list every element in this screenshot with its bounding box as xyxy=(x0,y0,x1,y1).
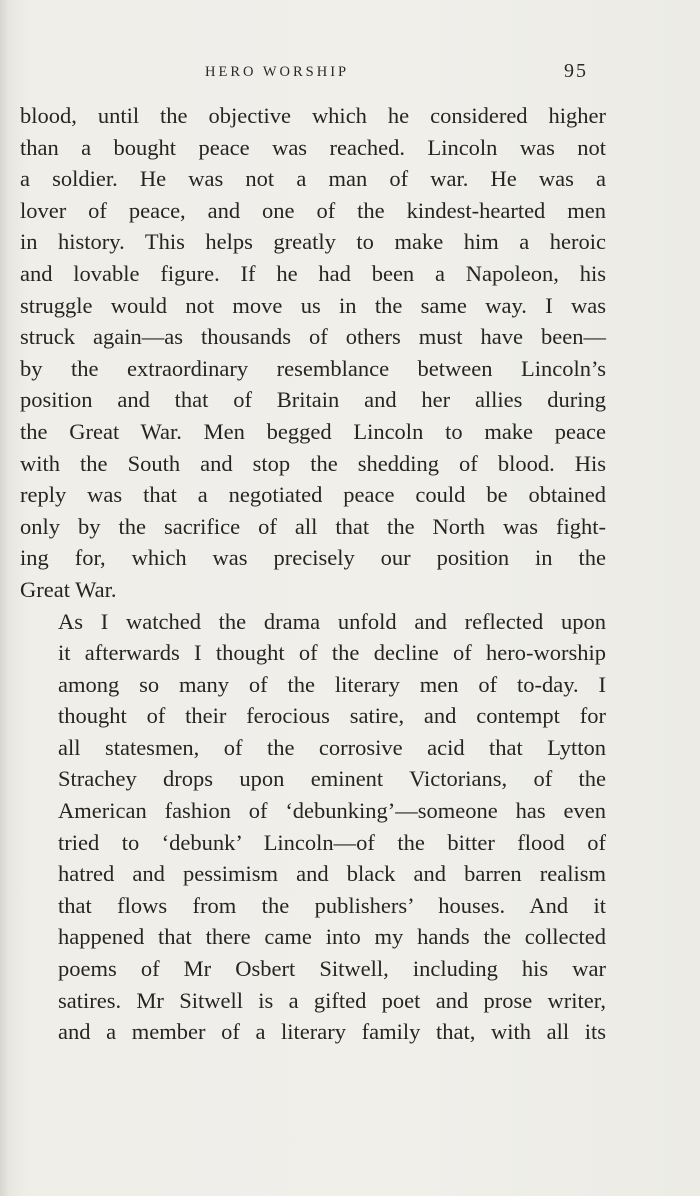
text-line: a soldier. He was not a man of war. He was a xyxy=(20,166,606,192)
text-line: hatred and pessimism and black and barren realism xyxy=(58,861,606,887)
text-line: tried to ‘debunk’ Lincoln—of the bitter flood of xyxy=(58,829,606,855)
text-line: happened that there came into my hands the collected xyxy=(58,924,606,950)
text-line: by the extraordinary resemblance between Lincoln’s xyxy=(20,355,606,381)
text-line: among so many of the literary men of to-day. I xyxy=(58,671,606,697)
running-head-title: HERO WORSHIP xyxy=(205,64,350,80)
text-line: Great War. xyxy=(20,576,117,602)
text-line: reply was that a negotiated peace could be obtained xyxy=(20,482,606,508)
text-line: with the South and stop the shedding of blood. His xyxy=(20,450,606,476)
page-number: 95 xyxy=(564,60,588,82)
text-line: it afterwards I thought of the decline of hero-worship xyxy=(58,640,606,666)
text-line: the Great War. Men begged Lincoln to make peace xyxy=(20,418,606,444)
text-line: blood, until the objective which he considered higher xyxy=(20,103,606,128)
text-line: ing for, which was precisely our position in the xyxy=(20,545,606,571)
text-line: struck again—as thousands of others must have been— xyxy=(20,324,606,350)
text-line: and lovable figure. If he had been a Napoleon, his xyxy=(20,260,606,286)
text-line: lover of peace, and one of the kindest-hearted men xyxy=(20,197,606,223)
text-line: that flows from the publishers’ houses. And it xyxy=(58,892,606,918)
body-text xyxy=(20,100,606,1048)
text-line: all statesmen, of the corrosive acid that Lytton xyxy=(58,734,606,760)
text-line: satires. Mr Sitwell is a gifted poet and prose writer, xyxy=(58,987,606,1013)
text-line: only by the sacrifice of all that the North was fight- xyxy=(20,513,606,539)
text-line: than a bought peace was reached. Lincoln was not xyxy=(20,134,606,160)
text-line: As I watched the drama unfold and reflected upon xyxy=(58,608,606,634)
paragraph-2 xyxy=(20,606,606,1048)
text-line: in history. This helps greatly to make him a heroic xyxy=(20,229,606,255)
paragraph-1 xyxy=(20,100,606,606)
text-line: Strachey drops upon eminent Victorians, of the xyxy=(58,766,606,792)
text-line: position and that of Britain and her allies during xyxy=(20,387,606,413)
running-header xyxy=(0,62,700,86)
text-line: American fashion of ‘debunking’—someone has even xyxy=(58,798,606,824)
text-line: struggle would not move us in the same way. I was xyxy=(20,292,606,318)
text-line: thought of their ferocious satire, and contempt for xyxy=(58,703,606,729)
text-line: and a member of a literary family that, with all its xyxy=(58,1019,606,1045)
text-line: poems of Mr Osbert Sitwell, including his war xyxy=(58,956,606,982)
page-gutter-shadow xyxy=(0,0,10,1196)
